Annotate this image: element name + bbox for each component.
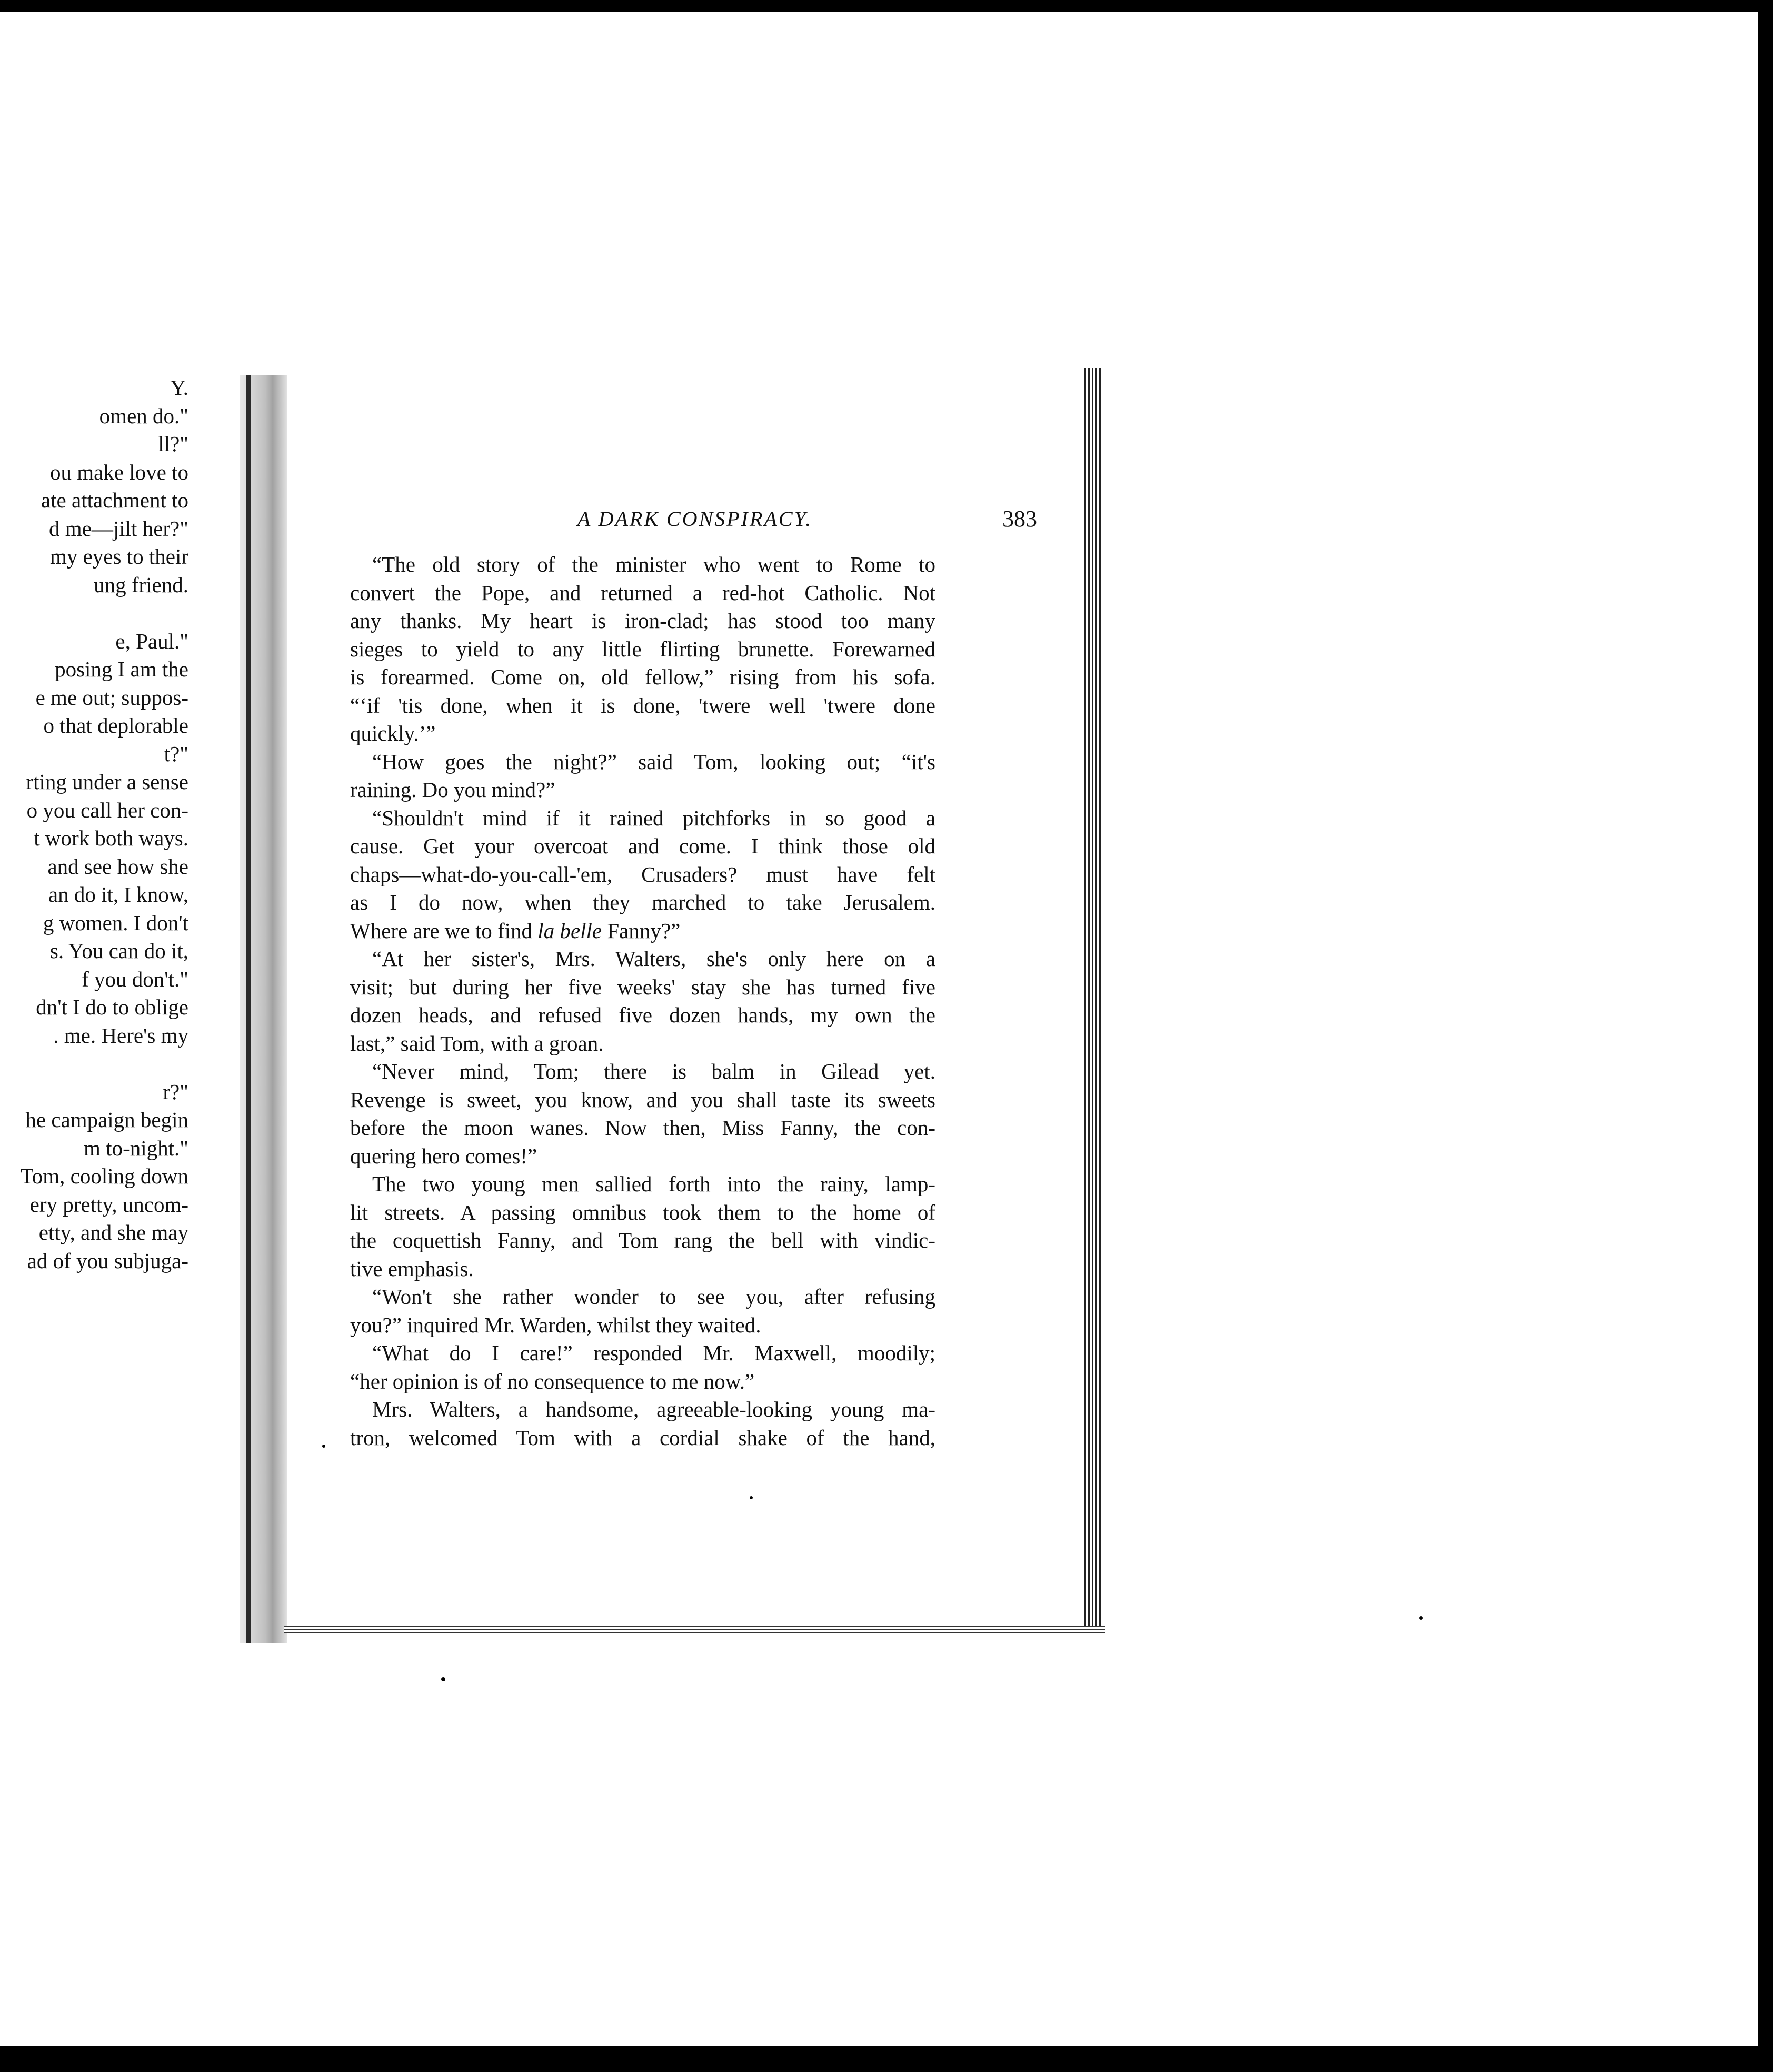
page-383 bbox=[284, 375, 1095, 1628]
text-line: last,” said Tom, with a groan. bbox=[350, 1031, 604, 1055]
scan-speck bbox=[441, 1677, 445, 1681]
page-header bbox=[353, 506, 1037, 538]
text-line: tron, welcomed Tom with a cordial shake of the hand, bbox=[350, 1425, 935, 1450]
text-line: Mrs. Walters, a handsome, agreeable-looking young ma- bbox=[372, 1397, 935, 1421]
previous-page-line: m to-night." bbox=[84, 1135, 188, 1160]
previous-page-line: e me out; suppos- bbox=[35, 685, 188, 710]
text-line: visit; but during her five weeks' stay she has turned five bbox=[350, 974, 935, 999]
previous-page-line: ung friend. bbox=[94, 572, 188, 597]
text-line: is forearmed. Come on, old fellow,” rising from his sofa. bbox=[350, 665, 935, 689]
previous-page-line: etty, and she may bbox=[38, 1220, 188, 1244]
text-line: the coquettish Fanny, and Tom rang the bell with vindic- bbox=[350, 1228, 935, 1252]
text-line: “At her sister's, Mrs. Walters, she's only here on a bbox=[372, 947, 935, 971]
previous-page-line: an do it, I know, bbox=[48, 882, 188, 906]
previous-page-line: s. You can do it, bbox=[49, 939, 188, 963]
body-text bbox=[350, 551, 935, 1452]
book-gutter-line bbox=[246, 375, 251, 1643]
previous-page-line: ad of you subjuga- bbox=[27, 1248, 188, 1273]
text-line: any thanks. My heart is iron-clad; has stood too many bbox=[350, 609, 935, 633]
scan-speck bbox=[1419, 1616, 1423, 1620]
text-line: “‘if 'tis done, when it is done, 'twere well 'twere done bbox=[350, 693, 935, 718]
page-number: 383 bbox=[1002, 506, 1037, 532]
text-line: raining. Do you mind?” bbox=[350, 778, 555, 802]
text-line: tive emphasis. bbox=[350, 1256, 474, 1281]
scan-speck bbox=[322, 1445, 325, 1448]
text-line: quering hero comes!” bbox=[350, 1143, 537, 1168]
text-line: before the moon wanes. Now then, Miss Fanny, the con- bbox=[350, 1115, 935, 1140]
text-line: “What do I care!” responded Mr. Maxwell, moodily; bbox=[372, 1341, 935, 1365]
previous-page-fragment bbox=[0, 374, 247, 1653]
scan-border-bottom bbox=[0, 2046, 1773, 2072]
running-title: A DARK CONSPIRACY. bbox=[577, 507, 813, 531]
text-line: “The old story of the minister who went to Rome to bbox=[372, 552, 935, 576]
text-line: “Shouldn't mind if it rained pitchforks in so good a bbox=[372, 805, 935, 830]
previous-page-line: dn't I do to oblige bbox=[36, 995, 188, 1019]
text-line: “How goes the night?” said Tom, looking out; “it's bbox=[372, 749, 935, 774]
previous-page-line: rting under a sense bbox=[26, 770, 188, 794]
previous-page-line bbox=[0, 599, 188, 627]
text-line: as I do now, when they marched to take Jerusalem. bbox=[350, 890, 935, 914]
text-line: quickly.’” bbox=[350, 721, 436, 745]
previous-page-line: he campaign begin bbox=[25, 1108, 188, 1132]
text-line: sieges to yield to any little flirting brunette. Forewarned bbox=[350, 636, 935, 661]
previous-page-line: o you call her con- bbox=[26, 798, 188, 822]
text-line: The two young men sallied forth into the rainy, lamp- bbox=[372, 1172, 935, 1196]
previous-page-line: g women. I don't bbox=[43, 910, 188, 935]
text-line: “her opinion is of no consequence to me now.” bbox=[350, 1369, 755, 1393]
scan-border-right bbox=[1758, 0, 1773, 2072]
text-line: dozen heads, and refused five dozen hands, my own the bbox=[350, 1003, 935, 1027]
text-line: convert the Pope, and returned a red-hot Catholic. Not bbox=[350, 580, 935, 605]
previous-page-text bbox=[0, 374, 188, 1275]
text-line: chaps—what-do-you-call-'em, Crusaders? must have felt bbox=[350, 862, 935, 886]
previous-page-line: Tom, cooling down bbox=[20, 1164, 188, 1188]
previous-page-line: f you don't." bbox=[82, 967, 188, 991]
previous-page-line: ery pretty, uncom- bbox=[29, 1192, 188, 1217]
previous-page-line: my eyes to their bbox=[49, 544, 188, 569]
previous-page-line: e, Paul." bbox=[115, 629, 188, 653]
previous-page-line: ou make love to bbox=[49, 460, 188, 484]
page-bottom-edge bbox=[284, 1626, 1105, 1633]
previous-page-line: omen do." bbox=[99, 403, 188, 428]
scan-speck bbox=[750, 1496, 753, 1499]
text-line: “Won't she rather wonder to see you, after refusing bbox=[372, 1284, 935, 1309]
previous-page-line: . me. Here's my bbox=[53, 1023, 188, 1048]
previous-page-line: r?" bbox=[163, 1079, 188, 1104]
previous-page-line: t?" bbox=[164, 741, 188, 766]
text-line: “Never mind, Tom; there is balm in Gilead yet. bbox=[372, 1059, 935, 1083]
previous-page-line bbox=[0, 1050, 188, 1078]
scan-border-top bbox=[0, 0, 1773, 12]
previous-page-line: ll?" bbox=[158, 432, 188, 456]
previous-page-line: t work both ways. bbox=[34, 826, 188, 850]
text-line: Revenge is sweet, you know, and you shall taste its sweets bbox=[350, 1087, 935, 1112]
previous-page-line: and see how she bbox=[47, 854, 188, 879]
page-stack-edge bbox=[1084, 368, 1101, 1632]
previous-page-line: d me—jilt her?" bbox=[49, 516, 188, 541]
text-line: cause. Get your overcoat and come. I think those old bbox=[350, 834, 935, 858]
text-line: you?” inquired Mr. Warden, whilst they waited. bbox=[350, 1312, 761, 1337]
previous-page-line: ate attachment to bbox=[41, 488, 188, 512]
previous-page-line: Y. bbox=[170, 375, 188, 400]
previous-page-line: o that deplorable bbox=[43, 713, 188, 738]
previous-page-line: posing I am the bbox=[55, 657, 188, 681]
text-line: lit streets. A passing omnibus took them to the home of bbox=[350, 1200, 935, 1224]
text-line: Where are we to find la belle Fanny?” bbox=[350, 918, 681, 943]
